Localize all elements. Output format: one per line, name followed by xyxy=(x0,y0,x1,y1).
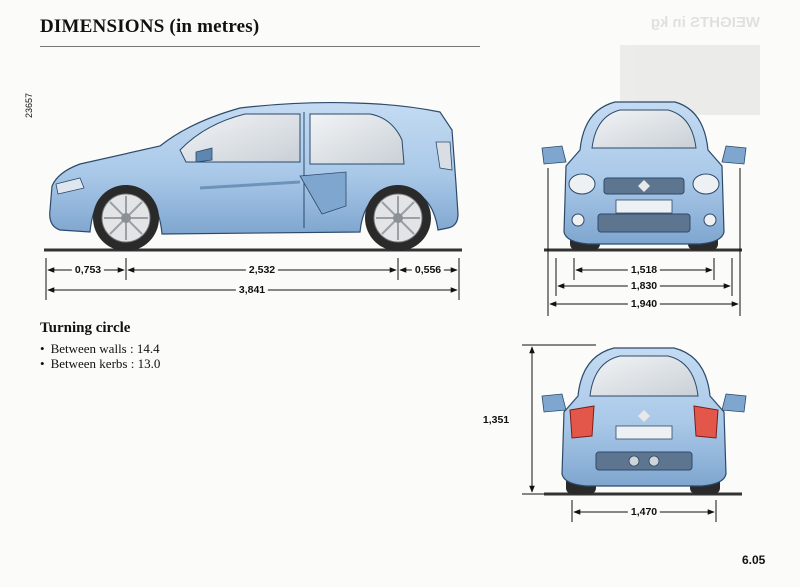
rear-right-mirror xyxy=(722,394,746,412)
front-lower-intake xyxy=(598,214,690,232)
front-right-fog-light xyxy=(704,214,716,226)
rear-number-plate xyxy=(616,426,672,439)
rear-right-light xyxy=(694,406,718,438)
turning-circle-list xyxy=(40,341,160,371)
reference-code: 23657 xyxy=(24,92,34,118)
page-title: DIMENSIONS (in metres) xyxy=(40,16,260,37)
turning-circle-heading: Turning circle xyxy=(40,320,131,336)
rear-overhang-label: 0,556 xyxy=(412,264,444,276)
front-number-plate xyxy=(616,200,672,213)
front-overhang-label: 0,753 xyxy=(72,264,104,276)
side-rear-wheel xyxy=(365,185,431,251)
page-number: 6.05 xyxy=(742,553,766,567)
rear-left-mirror xyxy=(542,394,566,412)
front-left-fog-light xyxy=(572,214,584,226)
right-exhaust-icon xyxy=(649,456,659,466)
bleed-through-heading: WEIGHTS in kg xyxy=(650,14,760,31)
width-with-mirrors-label: 1,940 xyxy=(628,298,660,310)
rear-track-label: 1,470 xyxy=(628,506,660,518)
overall-length-label: 3,841 xyxy=(236,284,268,296)
list-item: • Between walls : 14.4 xyxy=(40,341,160,356)
front-track-label: 1,518 xyxy=(628,264,660,276)
side-front-wheel xyxy=(93,185,159,251)
rear-diffuser xyxy=(596,452,692,470)
rear-left-light xyxy=(570,406,594,438)
front-right-headlight xyxy=(693,174,719,194)
height-label: 1,351 xyxy=(480,414,512,426)
rear-window xyxy=(590,356,698,396)
list-item: • Between kerbs : 13.0 xyxy=(40,356,160,371)
rear-view-car xyxy=(542,348,746,494)
front-view-car xyxy=(542,102,746,250)
front-left-headlight xyxy=(569,174,595,194)
wheelbase-label: 2,532 xyxy=(246,264,278,276)
front-left-mirror xyxy=(542,146,566,164)
left-exhaust-icon xyxy=(629,456,639,466)
width-without-mirrors-label: 1,830 xyxy=(628,280,660,292)
front-right-mirror xyxy=(722,146,746,164)
front-windscreen xyxy=(592,110,696,148)
side-view-car xyxy=(44,103,462,251)
turning-circle-section xyxy=(40,320,160,371)
